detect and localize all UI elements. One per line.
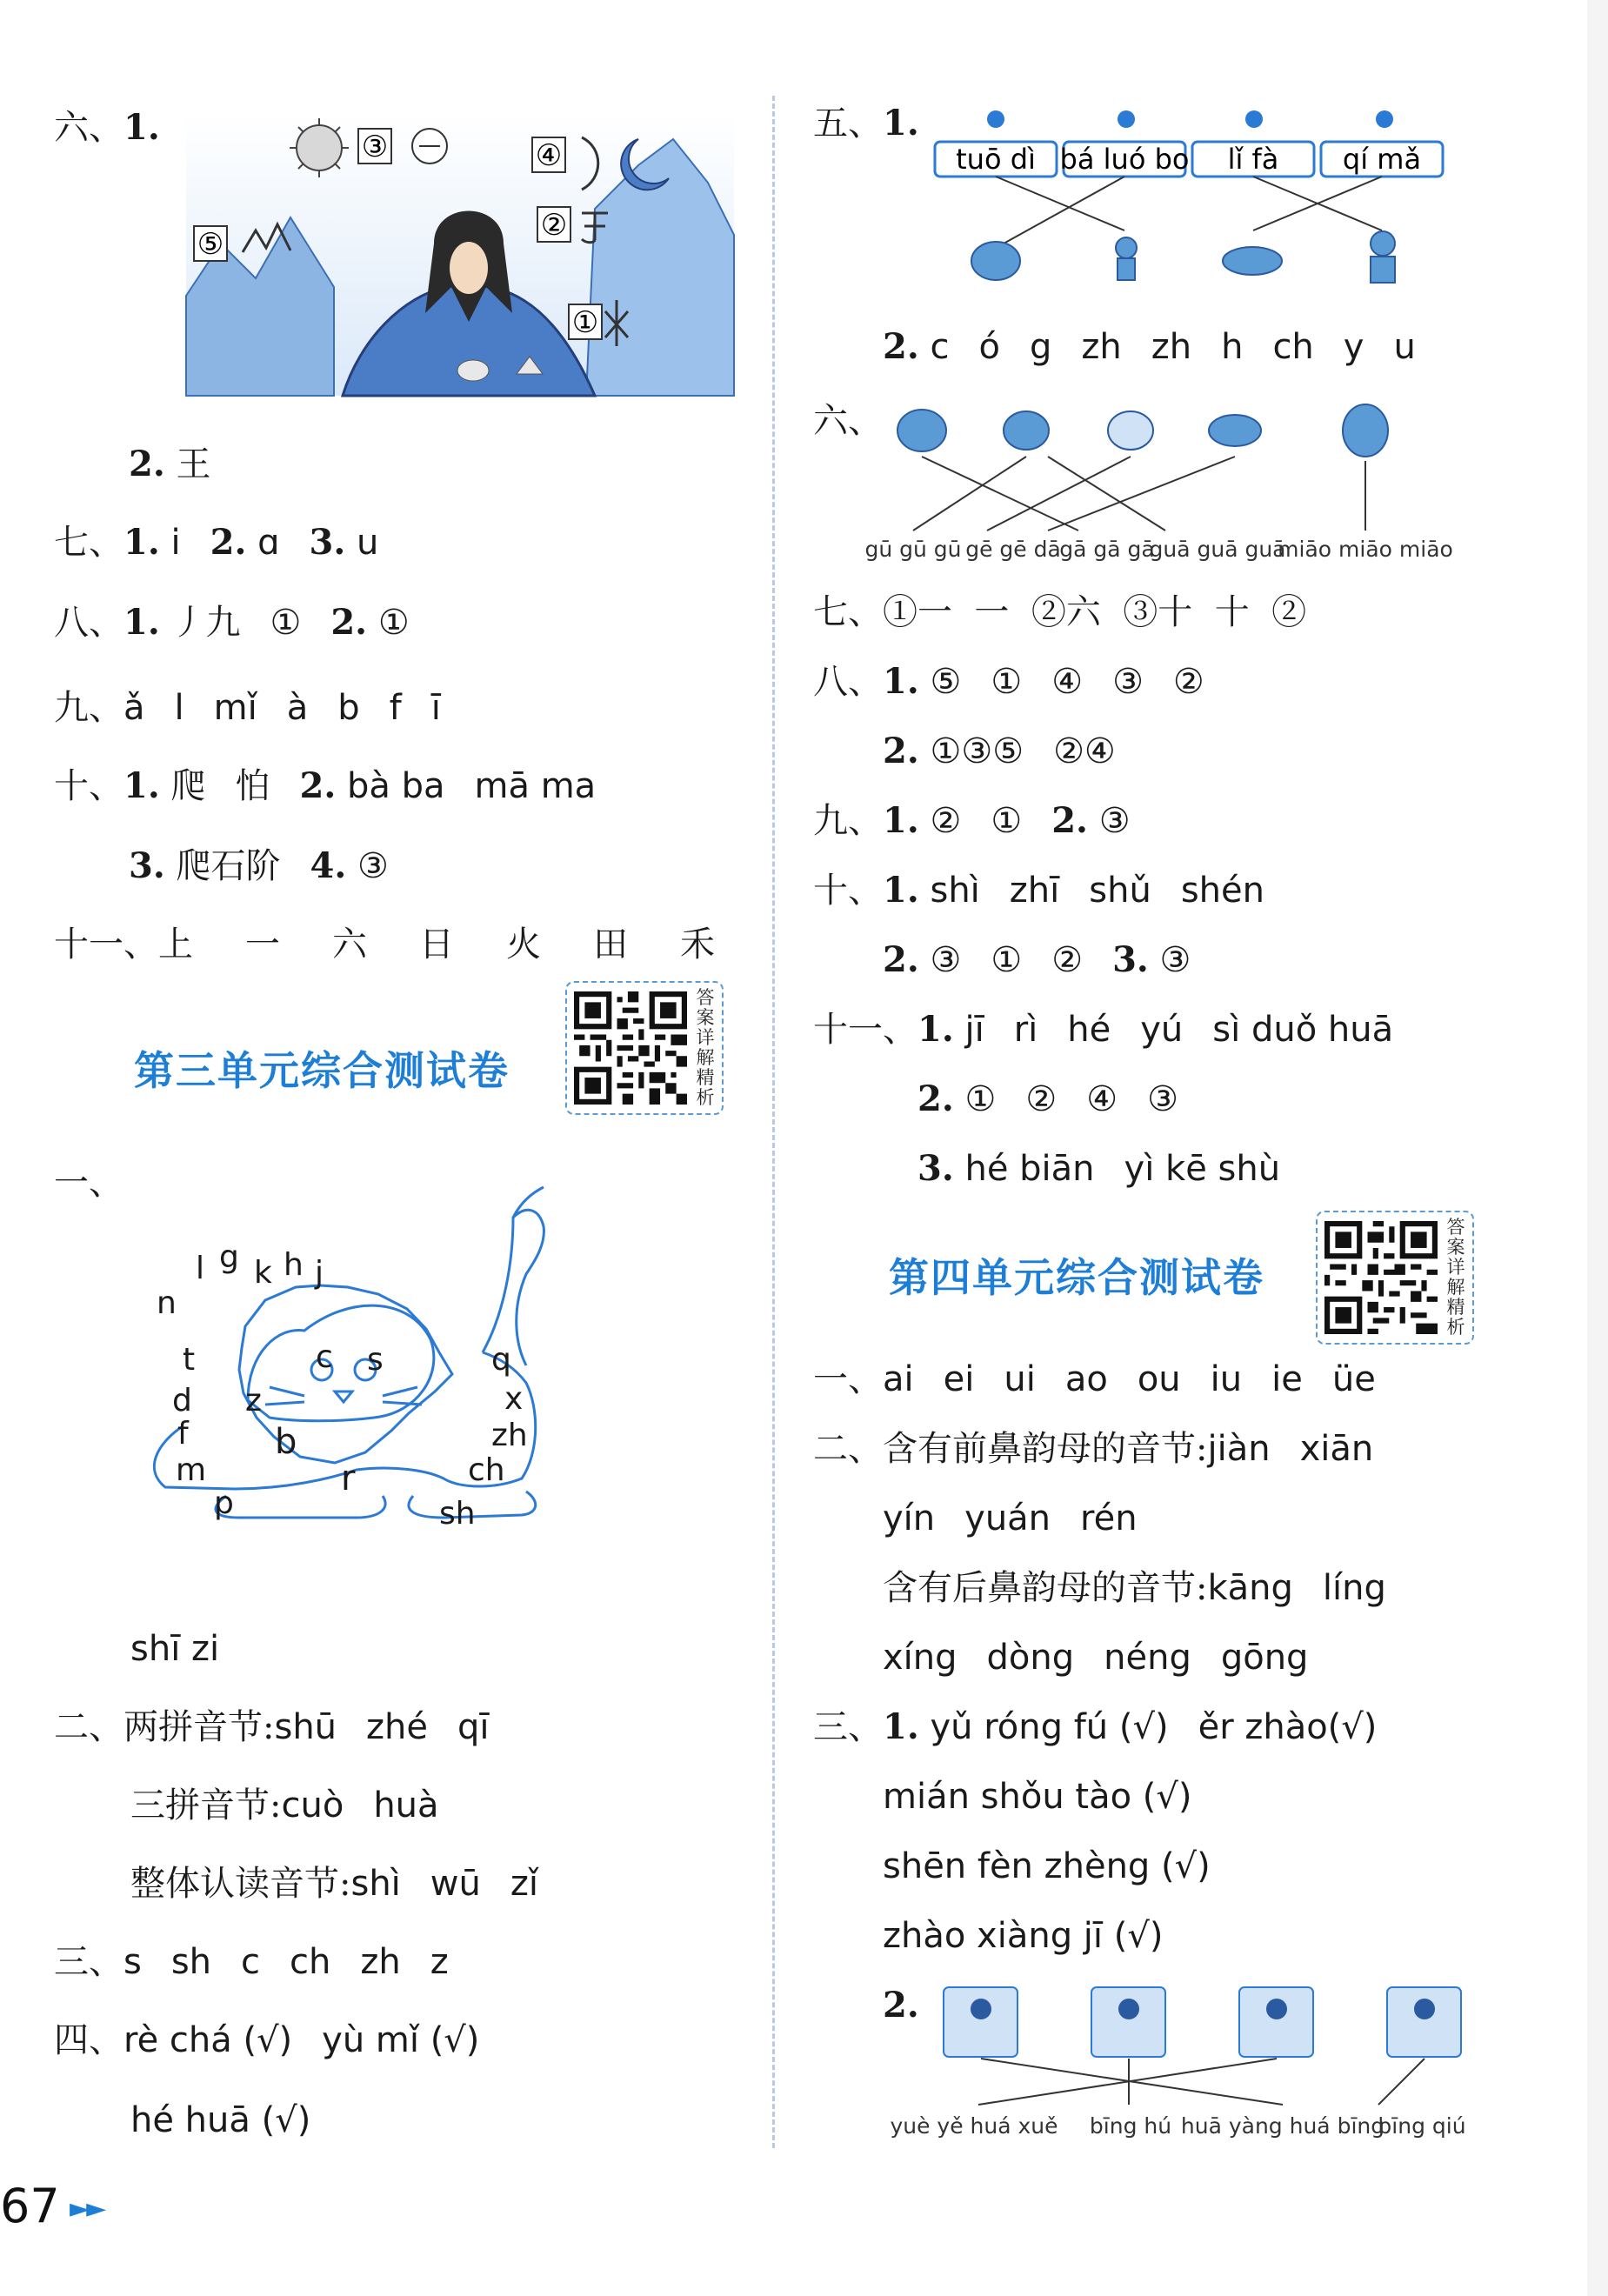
barber-icon (1371, 231, 1395, 256)
hen-icon (1108, 411, 1153, 450)
right-s2-line4: xíng dòng néng gōng (883, 1638, 1309, 1678)
frog-icon (897, 410, 946, 451)
unit4-qr-code[interactable] (1316, 1211, 1474, 1345)
letter-zh: zh (491, 1418, 528, 1453)
duck-icon (1004, 411, 1049, 450)
winter-sports-matching (890, 1979, 1470, 2144)
box-qi-ma: qí mǎ (1342, 143, 1422, 176)
letter-p: p (214, 1485, 234, 1521)
horse-rider-icon (1223, 247, 1282, 275)
animal-lines (913, 457, 1365, 531)
right-q9: 九、1. ② ① 2. ③ (813, 800, 1131, 841)
lion-mane-path (239, 1285, 452, 1463)
letter-n: n (157, 1285, 177, 1321)
right-s3-line2: mián shǒu tào (√) (883, 1777, 1192, 1817)
left-q8: 八、1. 丿九 ① 2. ① (54, 602, 410, 643)
left-s2-line1: 二、两拼音节:shū zhé qī (54, 1707, 490, 1747)
letter-b: b (275, 1422, 297, 1462)
left-q9: 九、ǎ l mǐ à b f ī (54, 688, 441, 728)
box-tuo-di: tuō dì (956, 143, 1036, 176)
letter-t: t (183, 1342, 196, 1378)
left-q6-line2: 2. 王 (129, 444, 211, 484)
letter-f: f (177, 1416, 189, 1452)
ice-hockey-icon (944, 1987, 1018, 2057)
sport-lines (978, 2059, 1425, 2105)
letter-sh: sh (439, 1496, 476, 1532)
column-divider (772, 96, 775, 2148)
left-s3: 三、s sh c ch zh z (54, 1942, 449, 1982)
letter-l: l (196, 1251, 205, 1286)
box-ba-luo-bo: bá luó bo (1059, 143, 1190, 176)
letter-r: r (341, 1458, 356, 1498)
caption-bing-hu: bīng hú (1089, 2113, 1172, 2139)
stone-1 (457, 360, 489, 381)
caption-ga: gā gā gā (1059, 537, 1155, 562)
next-arrows-icon: ►► (70, 2193, 103, 2224)
right-s1: 一、ai ei ui ao ou iu ie üe (813, 1359, 1376, 1399)
right-s3-line4: zhào xiàng jī (√) (883, 1916, 1164, 1956)
letter-z: z (245, 1383, 262, 1418)
right-q7: 七、①一 一 ②六 ③十 十 ② (813, 592, 1307, 632)
right-q5-line1: 五、1. (813, 103, 919, 144)
label-1: ① (571, 305, 599, 340)
left-q6-line1: 六、1. (54, 107, 160, 148)
caption-gua: guā guā guā (1149, 537, 1286, 562)
letter-q: q (491, 1342, 511, 1378)
bee-icons (987, 110, 1393, 128)
pangu-face-front (450, 242, 488, 294)
right-q6-label: 六、 (813, 401, 883, 441)
qr-code-icon (574, 991, 687, 1105)
caption-bing-qiu: bīng qiú (1378, 2113, 1466, 2139)
caption-yue-ye-hua-xue: yuè yě huá xuě (890, 2113, 1058, 2139)
right-q5-line2: 2. c ó g zh zh h ch y u (883, 326, 1416, 367)
label-4: ④ (535, 138, 563, 173)
q5-pictures (971, 231, 1395, 283)
left-s4-line2: hé huā (√) (130, 2100, 311, 2140)
skiing-icon (1239, 1987, 1313, 2057)
sport-pictures (944, 1987, 1461, 2057)
right-q11-line3: 3. hé biān yì kē shù (917, 1148, 1281, 1189)
letter-x: x (504, 1381, 524, 1417)
child-mop-icon (1116, 237, 1137, 258)
letter-g: g (219, 1239, 239, 1275)
right-s2-line1: 二、含有前鼻韵母的音节:jiàn xiān (813, 1429, 1374, 1469)
label-2: ② (540, 208, 568, 243)
figure-skating-icon (1387, 1987, 1461, 2057)
left-q10-line2: 3. 爬石阶 4. ③ (129, 845, 389, 886)
left-s2-line3: 整体认读音节:shì wū zǐ (130, 1864, 538, 1904)
right-q10-line2: 2. ③ ① ② 3. ③ (883, 939, 1191, 980)
caption-miao: miāo miāo miāo (1278, 537, 1453, 562)
box-li-fa: lǐ fà (1227, 143, 1279, 176)
left-s1-answer: shī zi (130, 1629, 220, 1669)
pangu-illustration (186, 113, 734, 396)
right-q11-line2: 2. ① ② ④ ③ (917, 1078, 1178, 1119)
curling-icon (1091, 1987, 1165, 2057)
letter-c: c (316, 1339, 333, 1375)
letter-d: d (172, 1383, 192, 1418)
unit3-qr-code[interactable] (565, 981, 724, 1115)
qr-caption: 答案详解精析 (1446, 1217, 1465, 1338)
letter-k: k (254, 1255, 272, 1291)
right-s3-line1: 三、1. yǔ róng fú (√) ěr zhào(√) (813, 1706, 1378, 1747)
qr-code-icon (1324, 1221, 1438, 1334)
right-s2-line2: yín yuán rén (883, 1498, 1138, 1538)
right-s3-line3: shēn fèn zhèng (√) (883, 1846, 1211, 1886)
unit3-title: 第三单元综合测试卷 (134, 1047, 510, 1094)
page-gutter (1587, 0, 1608, 2296)
rabbit-icon (971, 242, 1020, 280)
lion-dot-to-dot (130, 1165, 687, 1531)
right-s2-line3: 含有后鼻韵母的音节:kāng líng (883, 1568, 1386, 1608)
letter-j: j (315, 1255, 324, 1291)
animal-pictures (897, 404, 1388, 457)
left-q10-line1: 十、1. 爬 怕 2. bà ba mā ma (54, 765, 597, 806)
label-5: ⑤ (197, 227, 224, 262)
cat-icon (1343, 404, 1388, 457)
label-3: ③ (361, 130, 389, 164)
left-q11: 十一、上 一 六 日 火 田 禾 (54, 924, 715, 964)
left-s2-line2: 三拼音节:cuò huà (130, 1785, 439, 1825)
right-q8-line1: 八、1. ⑤ ① ④ ③ ② (813, 661, 1204, 702)
right-q8-line2: 2. ①③⑤ ②④ (883, 731, 1116, 771)
left-s1-label: 一、 (54, 1163, 123, 1203)
right-q10-line1: 十、1. shì zhī shǔ shén (813, 870, 1264, 911)
right-s3-n2: 2. (883, 1985, 919, 2026)
animal-sound-matching (864, 391, 1470, 570)
left-q7: 七、1. i 2. ɑ 3. u (54, 522, 379, 563)
pigeon-icon (1209, 415, 1261, 446)
qr-caption: 答案详解精析 (696, 987, 715, 1108)
right-q11-line1: 十一、1. jī rì hé yú sì duǒ huā (813, 1009, 1394, 1050)
letter-ch: ch (468, 1452, 505, 1488)
caption-ge: gē gē dā (965, 537, 1061, 562)
letter-s: s (367, 1342, 384, 1378)
q5-lines (996, 177, 1382, 248)
unit4-title: 第四单元综合测试卷 (889, 1254, 1264, 1301)
left-s4-line1: 四、rè chá (√) yù mǐ (√) (54, 2020, 480, 2060)
caption-gu: gū gū gū (864, 537, 962, 562)
sport-figures (971, 1999, 1435, 2019)
letter-m: m (176, 1452, 207, 1488)
q5-matching (931, 100, 1470, 291)
caption-hua-yang-hua-bing: huā yàng huá bīng (1180, 2113, 1385, 2139)
page-number: 67 (0, 2179, 60, 2233)
letter-h: h (284, 1247, 304, 1283)
